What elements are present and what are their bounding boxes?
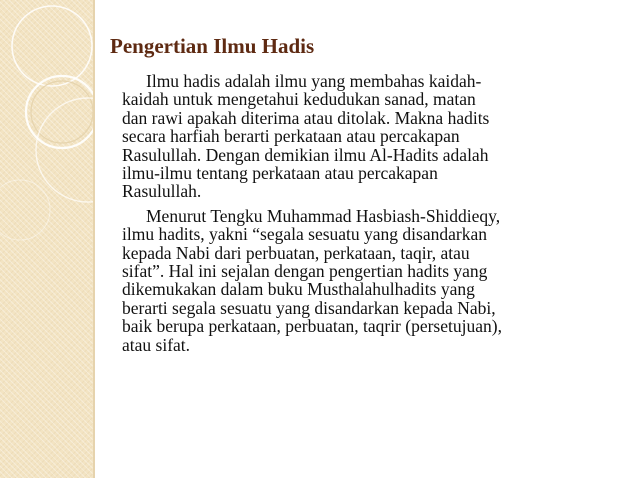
paragraph-line: Rasulullah. Dengan demikian ilmu Al-Hadits adalah (122, 144, 489, 165)
decorative-swirl-graphic (0, 0, 95, 478)
paragraph-line: ilmu hadits, yakni “segala sesuatu yang disandarkan (122, 224, 487, 245)
paragraph-line: kaidah untuk mengetahui kedudukan sanad, matan (122, 89, 476, 110)
paragraph-line: sifat”. Hal ini sejalan dengan pengertian hadits yang (122, 261, 488, 282)
paragraph-line: Ilmu hadis adalah ilmu yang membahas kaidah- (146, 71, 482, 91)
paragraph-line: secara harfiah berarti perkataan atau percakapan (122, 126, 460, 147)
paragraph-line: dikemukakan dalam buku Musthalahulhadits yang (122, 279, 475, 300)
paragraph-line: baik berupa perkataan, perbuatan, taqrir (persetujuan), (122, 316, 502, 337)
decorative-side-band (0, 0, 95, 478)
paragraph-quotation (122, 207, 622, 354)
paragraph-line: dan rawi apakah diterima atau ditolak. Makna hadits (122, 107, 490, 128)
paragraph-line: ilmu-ilmu tentang perkataan atau percakapan (122, 163, 438, 184)
paragraph-line: berarti segala sesuatu yang disandarkan kepada Nabi, (122, 297, 496, 318)
paragraph-line: Rasulullah. (122, 181, 202, 202)
slide-body (122, 72, 622, 354)
paragraph-definition (122, 72, 622, 201)
paragraph-line: kepada Nabi dari perbuatan, perkataan, taqir, atau (122, 242, 470, 263)
paragraph-line: atau sifat. (122, 334, 191, 355)
band-edge-line (93, 0, 95, 478)
slide-title: Pengertian Ilmu Hadis (110, 34, 315, 58)
paragraph-line: Menurut Tengku Muhammad Hasbiash-Shiddieqy, (146, 205, 501, 226)
